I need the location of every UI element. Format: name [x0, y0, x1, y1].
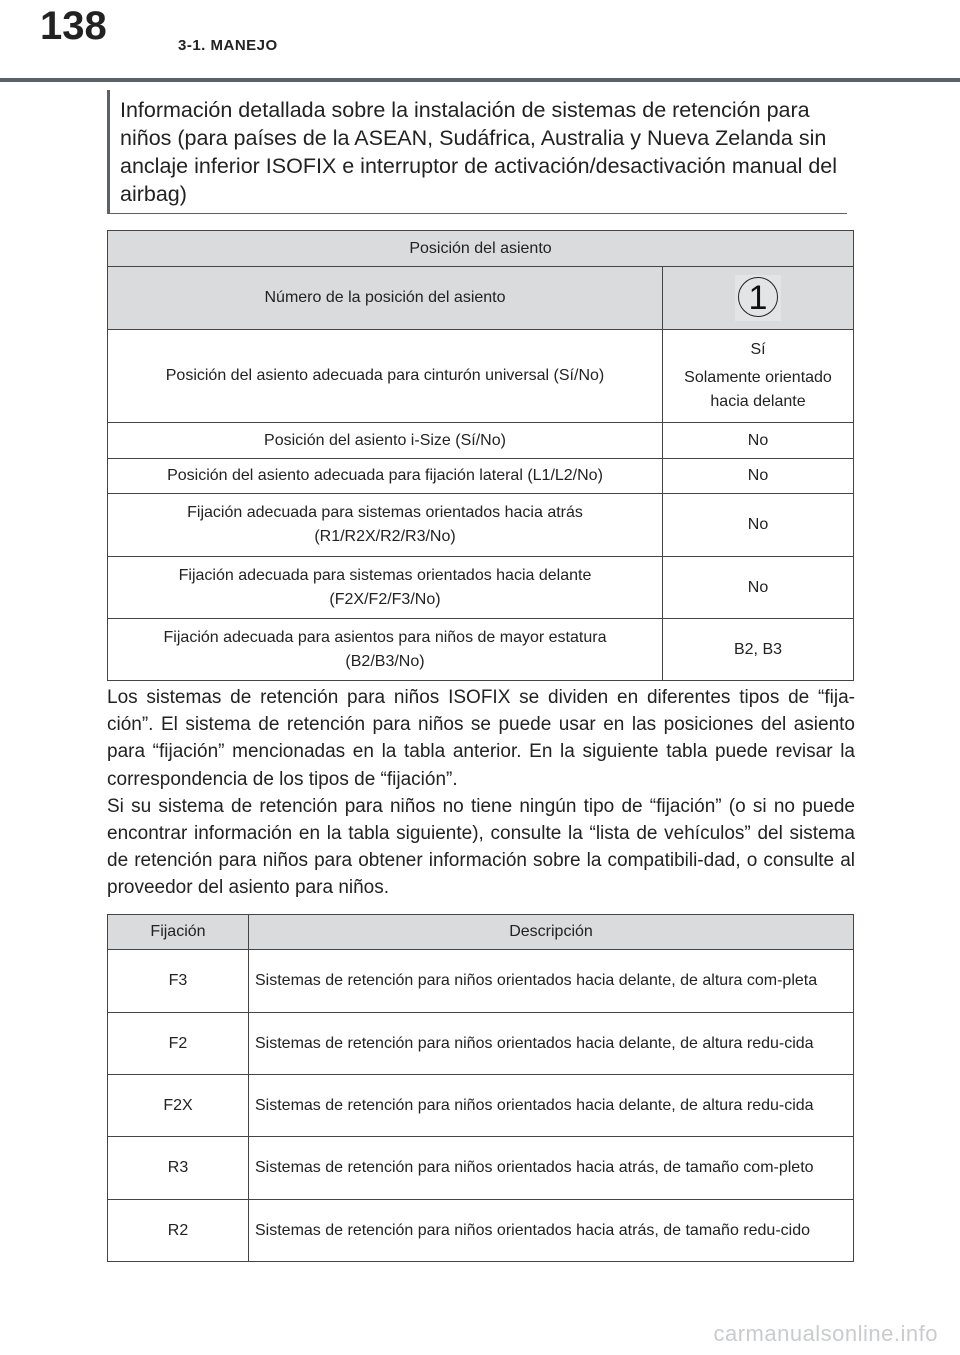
seat-table-title: Posición del asiento — [108, 231, 854, 267]
table-row — [108, 330, 854, 423]
row-label — [108, 557, 663, 619]
table-row — [108, 459, 854, 494]
seat-number-cell — [663, 267, 854, 330]
header-fixation: Fijación — [108, 915, 249, 950]
fixation-description: Sistemas de retención para niños orientados hacia atrás, de tamaño redu-cido — [249, 1200, 854, 1262]
info-heading-text: Información detallada sobre la instalación de sistemas de retención para niños (para países de la ASEAN, Sudáfrica, Australia y Nueva Zelanda sin anclaje inferior ISOFIX e interruptor de activación/desactivación manual del airbag) — [120, 98, 838, 206]
watermark: carmanualsonline.info — [713, 1321, 938, 1346]
row-label-line2: (F2X/F2/F3/No) — [329, 590, 441, 608]
table-row — [108, 1137, 854, 1200]
seat-number-circle-icon: 1 — [738, 277, 778, 317]
row-label — [108, 619, 663, 681]
row-value-line2: Solamente orientado hacia delante — [684, 369, 832, 410]
row-value-line1: Sí — [750, 341, 766, 358]
table-row — [108, 1013, 854, 1075]
body-paragraph-2: Si su sistema de retención para niños no tiene ningún tipo de “fijación” (o si no puede encontrar información en la tabla siguiente), consulte la “lista de vehículos” del sistema de retención para niños para obtener información sobre la compatibili-dad, o consulte al proveedor del asiento para niños. — [107, 795, 855, 899]
seat-position-table — [107, 230, 854, 681]
fixation-table — [107, 914, 854, 1262]
row-label-line2: (B2/B3/No) — [345, 652, 425, 670]
seat-number-label: Número de la posición del asiento — [108, 267, 663, 330]
fixation-code: R2 — [108, 1200, 249, 1262]
fixation-description: Sistemas de retención para niños orientados hacia delante, de altura redu-cida — [249, 1075, 854, 1137]
table-row — [108, 267, 854, 330]
fixation-description: Sistemas de retención para niños orientados hacia atrás, de tamaño com-pleto — [249, 1137, 854, 1200]
fixation-code: R3 — [108, 1137, 249, 1200]
fixation-code: F2 — [108, 1013, 249, 1075]
row-label-line1: Fijación adecuada para asientos para niños de mayor estatura — [163, 628, 607, 646]
row-value: No — [663, 494, 854, 557]
row-label-line1: Fijación adecuada para sistemas orientados hacia atrás — [187, 504, 583, 521]
row-value: No — [663, 423, 854, 459]
header-description: Descripción — [249, 915, 854, 950]
fixation-code: F3 — [108, 950, 249, 1013]
page-number: 138 — [40, 4, 107, 48]
table-row — [108, 619, 854, 681]
row-value: No — [663, 557, 854, 619]
table-row — [108, 1200, 854, 1262]
table-row — [108, 423, 854, 459]
row-value: B2, B3 — [663, 619, 854, 681]
row-label-line2: (R1/R2X/R2/R3/No) — [314, 528, 456, 545]
body-text — [107, 684, 855, 902]
row-value — [663, 330, 854, 423]
table-row — [108, 557, 854, 619]
table-row — [108, 231, 854, 267]
row-label: Posición del asiento adecuada para fijación lateral (L1/L2/No) — [108, 459, 663, 494]
table-row — [108, 494, 854, 557]
section-label: 3-1. MANEJO — [178, 37, 278, 54]
seat-number-badge — [735, 275, 781, 321]
fixation-description: Sistemas de retención para niños orientados hacia delante, de altura com-pleta — [249, 950, 854, 1013]
table-header-row — [108, 915, 854, 950]
info-heading-box — [107, 90, 847, 214]
page-header — [0, 0, 960, 82]
row-label-line1: Fijación adecuada para sistemas orientados hacia delante — [178, 566, 592, 584]
fixation-code: F2X — [108, 1075, 249, 1137]
table-row — [108, 950, 854, 1013]
row-label — [108, 494, 663, 557]
fixation-description: Sistemas de retención para niños orientados hacia delante, de altura redu-cida — [249, 1013, 854, 1075]
row-label: Posición del asiento i-Size (Sí/No) — [108, 423, 663, 459]
row-value: No — [663, 459, 854, 494]
table-row — [108, 1075, 854, 1137]
body-paragraph-1: Los sistemas de retención para niños ISOFIX se dividen en diferentes tipos de “fija-ción”. El sistema de retención para niños se puede usar en las posiciones del asiento para “fijación” mencionadas en la tabla anterior. En la siguiente tabla puede revisar la correspondencia de los tipos de “fijación”. — [107, 687, 855, 790]
row-label: Posición del asiento adecuada para cinturón universal (Sí/No) — [108, 330, 663, 423]
